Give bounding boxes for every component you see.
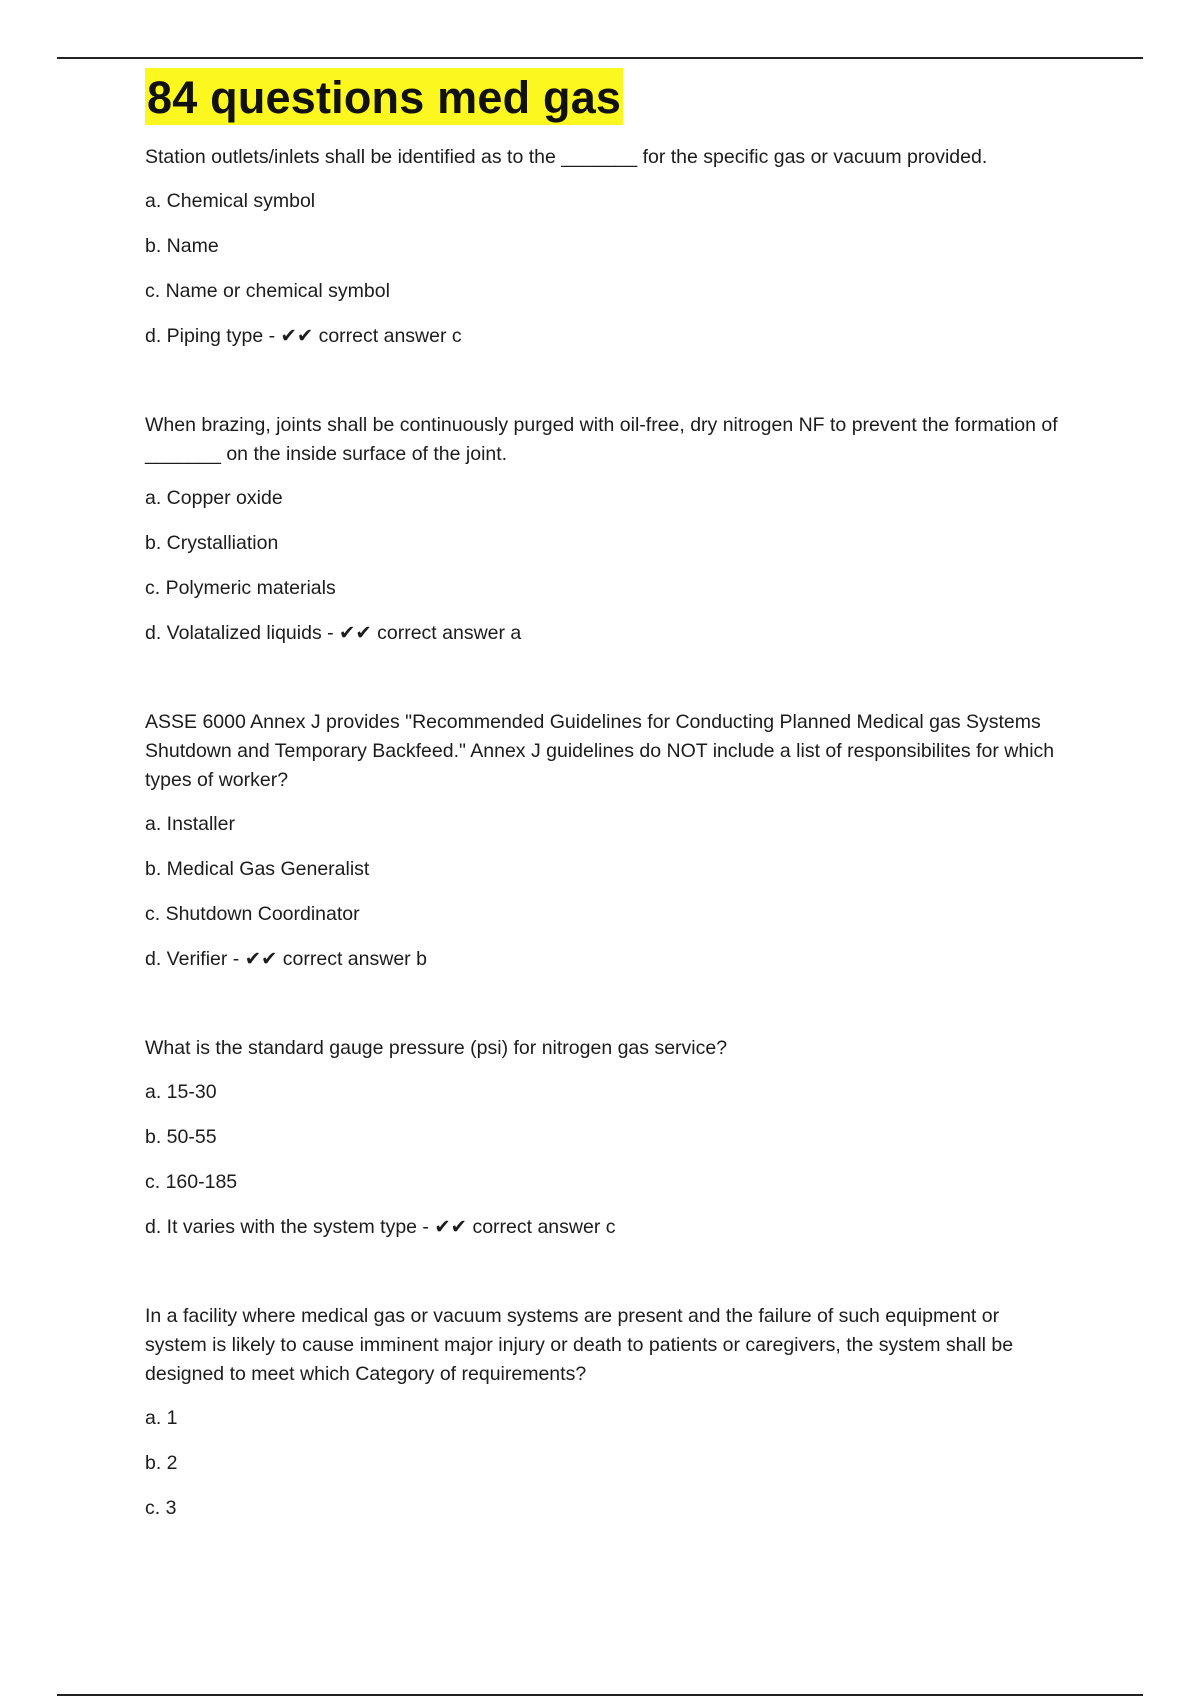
answer-option: a. Chemical symbol	[145, 190, 316, 212]
answer-option: c. 3	[145, 1497, 177, 1519]
question-text: When brazing, joints shall be continuously purged with oil-free, dry nitrogen NF to prevent the formation of _______ on the inside surface of the joint.	[145, 414, 1058, 465]
answer-option: c. 160-185	[145, 1171, 238, 1193]
question-text: Station outlets/inlets shall be identified as to the _______ for the specific gas or vacuum provided.	[145, 146, 988, 168]
answer-option-with-key: d. Volatalized liquids - ✔✔ correct answer a	[145, 622, 522, 644]
question-text: ASSE 6000 Annex J provides "Recommended Guidelines for Conducting Planned Medical gas Systems Shutdown and Temporary Backfeed." Annex J guidelines do NOT include a list of responsibilites for which types of worker?	[145, 711, 1055, 791]
question-block	[145, 143, 1065, 351]
answer-option: c. Polymeric materials	[145, 577, 336, 599]
answer-option: a. Installer	[145, 813, 235, 835]
question-block	[145, 1034, 1065, 1242]
answer-option: b. 2	[145, 1452, 178, 1474]
document-title: 84 questions med gas	[145, 68, 623, 125]
document-body	[145, 68, 1065, 1523]
question-block	[145, 1302, 1065, 1523]
answer-option-with-key: d. It varies with the system type - ✔✔ correct answer c	[145, 1216, 616, 1238]
answer-option-with-key: d. Verifier - ✔✔ correct answer b	[145, 948, 427, 970]
question-block	[145, 708, 1065, 974]
answer-option: a. Copper oxide	[145, 487, 283, 509]
answer-option: b. Name	[145, 235, 219, 257]
answer-option: c. Name or chemical symbol	[145, 280, 390, 302]
answer-option-with-key: d. Piping type - ✔✔ correct answer c	[145, 325, 462, 347]
question-block	[145, 411, 1065, 648]
answer-option: a. 1	[145, 1407, 178, 1429]
answer-option: a. 15-30	[145, 1081, 217, 1103]
answer-option: c. Shutdown Coordinator	[145, 903, 360, 925]
answer-option: b. 50-55	[145, 1126, 217, 1148]
question-text: What is the standard gauge pressure (psi) for nitrogen gas service?	[145, 1037, 728, 1059]
answer-option: b. Medical Gas Generalist	[145, 858, 370, 880]
question-text: In a facility where medical gas or vacuum systems are present and the failure of such equipment or system is likely to cause imminent major injury or death to patients or caregivers, the system shall be designed to meet which Category of requirements?	[145, 1305, 1014, 1385]
answer-option: b. Crystalliation	[145, 532, 279, 554]
bottom-divider	[57, 1694, 1143, 1696]
top-divider	[57, 57, 1143, 59]
